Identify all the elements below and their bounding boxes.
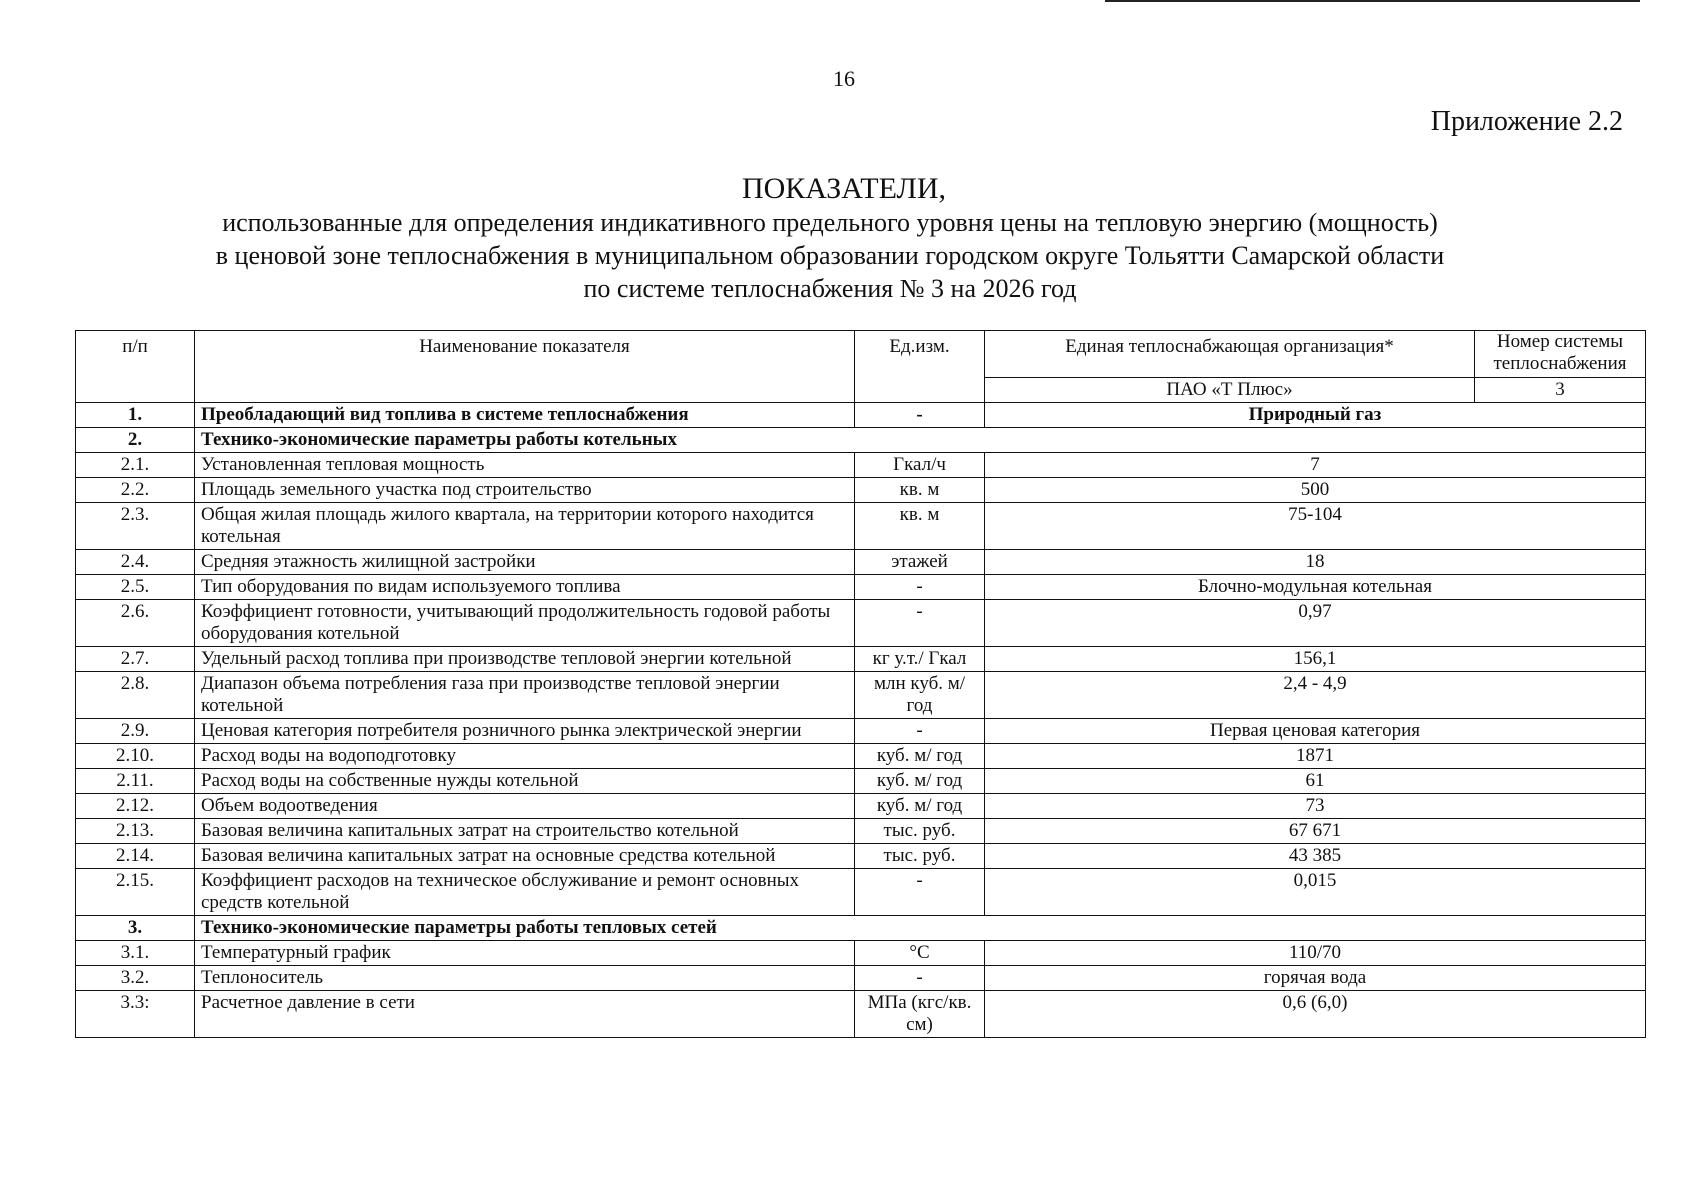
value-cell: 75-104 — [985, 503, 1646, 550]
table-row — [76, 719, 1646, 744]
indicator-name: Базовая величина капитальных затрат на основные средства котельной — [195, 844, 855, 869]
table-row — [76, 478, 1646, 503]
unit-cell: °С — [855, 941, 985, 966]
top-rule — [1105, 0, 1640, 2]
subtitle-line: в ценовой зоне теплоснабжения в муниципальном образовании городском округе Тольятти Самарской области — [215, 241, 1445, 270]
row-number: 2. — [76, 428, 195, 453]
indicator-name: Коэффициент готовности, учитывающий продолжительность годовой работы оборудования котельной — [195, 600, 855, 647]
row-number: 2.5. — [76, 575, 195, 600]
section-title: Технико-экономические параметры работы тепловых сетей — [195, 916, 1646, 941]
unit-cell: кв. м — [855, 503, 985, 550]
indicator-name: Расход воды на водоподготовку — [195, 744, 855, 769]
row-number: 3.1. — [76, 941, 195, 966]
indicator-name: Теплоноситель — [195, 966, 855, 991]
value-cell: 61 — [985, 769, 1646, 794]
unit-cell: - — [855, 403, 985, 428]
unit-cell: - — [855, 575, 985, 600]
row-number: 2.12. — [76, 794, 195, 819]
page-number: 16 — [833, 66, 855, 91]
indicator-name: Тип оборудования по видам используемого топлива — [195, 575, 855, 600]
value-cell: 7 — [985, 453, 1646, 478]
document-subtitle — [120, 206, 1540, 305]
table-row — [76, 869, 1646, 916]
unit-cell: МПа (кгс/кв. см) — [855, 991, 985, 1038]
value-cell: 18 — [985, 550, 1646, 575]
subtitle-line: использованные для определения индикативного предельного уровня цены на тепловую энергию (мощность) — [222, 208, 1438, 237]
indicator-name: Удельный расход топлива при производстве тепловой энергии котельной — [195, 647, 855, 672]
table-row — [76, 575, 1646, 600]
unit-cell: куб. м/ год — [855, 794, 985, 819]
section-title: Технико-экономические параметры работы котельных — [195, 428, 1646, 453]
unit-cell: Гкал/ч — [855, 453, 985, 478]
header-system: Номер системы теплоснабжения — [1475, 331, 1646, 378]
document-title: ПОКАЗАТЕЛИ, — [741, 172, 947, 205]
table-row — [76, 991, 1646, 1038]
header-org-name: ПАО «Т Плюс» — [985, 378, 1475, 403]
table-row — [76, 819, 1646, 844]
value-cell: 0,6 (6,0) — [985, 991, 1646, 1038]
unit-cell: куб. м/ год — [855, 744, 985, 769]
row-number: 3. — [76, 916, 195, 941]
table-row — [76, 844, 1646, 869]
table-header-row — [76, 331, 1646, 378]
header-org: Единая теплоснабжающая организация* — [985, 331, 1475, 378]
indicator-name: Температурный график — [195, 941, 855, 966]
unit-cell: - — [855, 719, 985, 744]
value-cell: 156,1 — [985, 647, 1646, 672]
value-cell: 110/70 — [985, 941, 1646, 966]
indicator-name: Ценовая категория потребителя розничного рынка электрической энергии — [195, 719, 855, 744]
row-number: 2.15. — [76, 869, 195, 916]
row-number: 2.3. — [76, 503, 195, 550]
unit-cell: тыс. руб. — [855, 819, 985, 844]
indicator-name: Диапазон объема потребления газа при производстве тепловой энергии котельной — [195, 672, 855, 719]
table-row — [76, 966, 1646, 991]
row-number: 2.11. — [76, 769, 195, 794]
unit-cell: кв. м — [855, 478, 985, 503]
table-row — [76, 453, 1646, 478]
indicator-name: Установленная тепловая мощность — [195, 453, 855, 478]
row-number: 2.8. — [76, 672, 195, 719]
appendix-label: Приложение 2.2 — [1430, 106, 1623, 137]
header-unit: Ед.изм. — [855, 331, 985, 403]
table-row — [76, 503, 1646, 550]
value-cell: 43 385 — [985, 844, 1646, 869]
indicator-name: Расход воды на собственные нужды котельной — [195, 769, 855, 794]
unit-cell: куб. м/ год — [855, 769, 985, 794]
value-cell: горячая вода — [985, 966, 1646, 991]
unit-cell: тыс. руб. — [855, 844, 985, 869]
value-cell: 2,4 - 4,9 — [985, 672, 1646, 719]
indicator-name: Базовая величина капитальных затрат на строительство котельной — [195, 819, 855, 844]
table-row — [76, 769, 1646, 794]
table-row — [76, 744, 1646, 769]
value-cell: Блочно-модульная котельная — [985, 575, 1646, 600]
value-cell: 500 — [985, 478, 1646, 503]
value-cell: 67 671 — [985, 819, 1646, 844]
row-number: 2.14. — [76, 844, 195, 869]
indicator-name: Преобладающий вид топлива в системе теплоснабжения — [195, 403, 855, 428]
indicator-name: Площадь земельного участка под строительство — [195, 478, 855, 503]
row-number: 1. — [76, 403, 195, 428]
unit-cell: кг у.т./ Гкал — [855, 647, 985, 672]
value-cell: Первая ценовая категория — [985, 719, 1646, 744]
value-cell: 0,97 — [985, 600, 1646, 647]
header-name: Наименование показателя — [195, 331, 855, 403]
value-cell: 73 — [985, 794, 1646, 819]
row-number: 2.4. — [76, 550, 195, 575]
unit-cell: млн куб. м/год — [855, 672, 985, 719]
unit-cell: - — [855, 869, 985, 916]
table-row — [76, 550, 1646, 575]
section-row — [76, 916, 1646, 941]
section-row — [76, 403, 1646, 428]
row-number: 2.13. — [76, 819, 195, 844]
row-number: 2.2. — [76, 478, 195, 503]
row-number: 2.9. — [76, 719, 195, 744]
table-row — [76, 941, 1646, 966]
indicator-name: Объем водоотведения — [195, 794, 855, 819]
row-number: 2.7. — [76, 647, 195, 672]
unit-cell: этажей — [855, 550, 985, 575]
indicators-table — [75, 330, 1646, 1038]
header-num: п/п — [76, 331, 195, 403]
value-cell: 1871 — [985, 744, 1646, 769]
table-row — [76, 672, 1646, 719]
row-number: 3.3: — [76, 991, 195, 1038]
row-number: 2.1. — [76, 453, 195, 478]
row-number: 2.10. — [76, 744, 195, 769]
table-row — [76, 600, 1646, 647]
unit-cell: - — [855, 600, 985, 647]
subtitle-line: по системе теплоснабжения № 3 на 2026 год — [583, 274, 1077, 303]
row-number: 3.2. — [76, 966, 195, 991]
header-system-number: 3 — [1475, 378, 1646, 403]
unit-cell: - — [855, 966, 985, 991]
row-number: 2.6. — [76, 600, 195, 647]
section-row — [76, 428, 1646, 453]
indicator-name: Общая жилая площадь жилого квартала, на территории которого находится котельная — [195, 503, 855, 550]
indicator-name: Коэффициент расходов на техническое обслуживание и ремонт основных средств котельной — [195, 869, 855, 916]
table-body — [76, 403, 1646, 1038]
indicator-name: Расчетное давление в сети — [195, 991, 855, 1038]
table-row — [76, 647, 1646, 672]
table-row — [76, 794, 1646, 819]
value-cell: Природный газ — [985, 403, 1646, 428]
value-cell: 0,015 — [985, 869, 1646, 916]
indicator-name: Средняя этажность жилищной застройки — [195, 550, 855, 575]
